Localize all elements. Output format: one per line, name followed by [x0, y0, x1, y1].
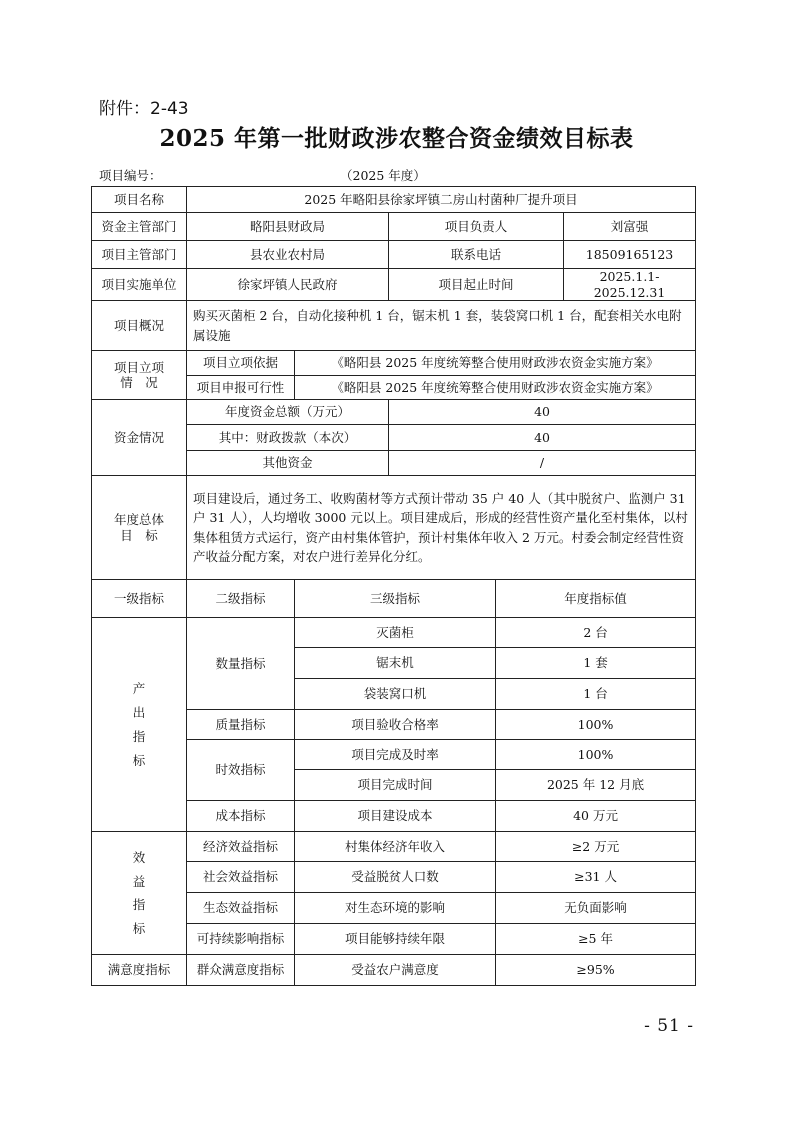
- header-level3: 三级指标: [295, 580, 496, 618]
- sustain-indicator-label: 可持续影响指标: [187, 924, 295, 955]
- econ-name: 村集体经济年收入: [295, 832, 496, 862]
- table-row: [92, 832, 696, 862]
- table-row: [92, 476, 696, 580]
- table-row: [92, 187, 696, 213]
- q3-value: 1 台: [496, 679, 696, 710]
- goal-label-line2: 目 标: [120, 527, 158, 543]
- q1-value: 2 台: [496, 618, 696, 648]
- quality-name: 项目验收合格率: [295, 710, 496, 740]
- impl-unit-value: 徐家坪镇人民政府: [187, 269, 389, 301]
- period-value: 2025.1.1-2025.12.31: [564, 269, 696, 301]
- table-row: [92, 301, 696, 351]
- goal-label: [92, 476, 187, 580]
- page-number: - 51 -: [644, 1016, 694, 1036]
- q2-name: 锯末机: [295, 648, 496, 679]
- feasibility-value: 《略阳县 2025 年度统筹整合使用财政涉农资金实施方案》: [295, 376, 696, 400]
- t1-name: 项目完成及时率: [295, 740, 496, 770]
- proj-dept-label: 项目主管部门: [92, 241, 187, 269]
- fiscal-fund-label: 其中：财政拨款（本次）: [187, 425, 389, 451]
- fund-dept-label: 资金主管部门: [92, 213, 187, 241]
- leader-label: 项目负责人: [389, 213, 564, 241]
- benefit-indicator-label: [92, 832, 187, 955]
- output-char: 产: [132, 681, 146, 697]
- header-target-value: 年度指标值: [496, 580, 696, 618]
- header-level2: 二级指标: [187, 580, 295, 618]
- sustain-name: 项目能够持续年限: [295, 924, 496, 955]
- output-char: 标: [132, 752, 146, 768]
- attachment-label: 附件：2-43: [99, 99, 189, 119]
- funds-label: 资金情况: [92, 400, 187, 476]
- phone-label: 联系电话: [389, 241, 564, 269]
- total-fund-label: 年度资金总额（万元）: [187, 400, 389, 425]
- overview-label: 项目概况: [92, 301, 187, 351]
- other-fund-value: /: [389, 451, 696, 476]
- project-number-label: 项目编号：: [99, 168, 162, 183]
- satisfaction-indicator-label: 满意度指标: [92, 955, 187, 986]
- social-value: ≥31 人: [496, 862, 696, 893]
- q3-name: 袋装窝口机: [295, 679, 496, 710]
- econ-indicator-label: 经济效益指标: [187, 832, 295, 862]
- quality-value: 100%: [496, 710, 696, 740]
- q1-name: 灭菌柜: [295, 618, 496, 648]
- page-title: 2025 年第一批财政涉农整合资金绩效目标表: [159, 125, 634, 152]
- period-label: 项目起止时间: [389, 269, 564, 301]
- performance-target-table: [91, 186, 696, 986]
- cost-name: 项目建设成本: [295, 801, 496, 832]
- table-row: [92, 400, 696, 425]
- benefit-char: 益: [132, 873, 146, 889]
- approval-label-line1: 项目立项: [113, 359, 164, 375]
- quantity-indicator-label: 数量指标: [187, 618, 295, 710]
- approval-basis-value: 《略阳县 2025 年度统筹整合使用财政涉农资金实施方案》: [295, 351, 696, 376]
- table-row: [92, 241, 696, 269]
- goal-label-line1: 年度总体: [113, 512, 164, 528]
- eco-value: 无负面影响: [496, 893, 696, 924]
- t2-name: 项目完成时间: [295, 770, 496, 801]
- benefit-char: 标: [132, 921, 146, 936]
- cost-indicator-label: 成本指标: [187, 801, 295, 832]
- benefit-char: 指: [132, 897, 146, 913]
- social-name: 受益脱贫人口数: [295, 862, 496, 893]
- output-char: 指: [132, 728, 146, 744]
- table-row: [92, 955, 696, 986]
- benefit-char: 效: [132, 849, 146, 865]
- phone-value: 18509165123: [564, 241, 696, 269]
- output-indicator-label: [92, 618, 187, 832]
- eco-indicator-label: 生态效益指标: [187, 893, 295, 924]
- year-label: （2025 年度）: [340, 168, 426, 183]
- social-indicator-label: 社会效益指标: [187, 862, 295, 893]
- table-row: [92, 351, 696, 376]
- feasibility-label: 项目申报可行性: [187, 376, 295, 400]
- fiscal-fund-value: 40: [389, 425, 696, 451]
- project-name-label: 项目名称: [92, 187, 187, 213]
- approval-label: [92, 351, 187, 400]
- sustain-value: ≥5 年: [496, 924, 696, 955]
- approval-basis-label: 项目立项依据: [187, 351, 295, 376]
- approval-label-line2: 情 况: [120, 375, 158, 391]
- project-name-value: 2025 年略阳县徐家坪镇二房山村菌种厂提升项目: [187, 187, 696, 213]
- table-row: [92, 580, 696, 618]
- total-fund-value: 40: [389, 400, 696, 425]
- table-row: [92, 269, 696, 301]
- time-indicator-label: 时效指标: [187, 740, 295, 801]
- other-fund-label: 其他资金: [187, 451, 389, 476]
- leader-value: 刘富强: [564, 213, 696, 241]
- goal-text: 项目建设后，通过务工、收购菌材等方式预计带动 35 户 40 人（其中脱贫户、监测户 31 户 31 人），人均增收 3000 元以上。项目建成后，形成的经营性资产量化至村集体，以村集体租赁方式运行，资产由村集体管护，预计村集体年收入 2 万元。村委会制定经营性资产收益分配方案，对农户进行差异化分红。: [187, 476, 696, 580]
- eco-name: 对生态环境的影响: [295, 893, 496, 924]
- proj-dept-value: 县农业农村局: [187, 241, 389, 269]
- table-row: [92, 618, 696, 648]
- overview-value: 购买灭菌柜 2 台，自动化接种机 1 台，锯末机 1 套，装袋窝口机 1 台，配套相关水电附属设施: [187, 301, 696, 351]
- quality-indicator-label: 质量指标: [187, 710, 295, 740]
- q2-value: 1 套: [496, 648, 696, 679]
- satisfaction-value: ≥95%: [496, 955, 696, 986]
- impl-unit-label: 项目实施单位: [92, 269, 187, 301]
- satisfaction-name: 受益农户满意度: [295, 955, 496, 986]
- t2-value: 2025 年 12 月底: [496, 770, 696, 801]
- output-char: 出: [132, 705, 146, 720]
- cost-value: 40 万元: [496, 801, 696, 832]
- public-satisfaction-label: 群众满意度指标: [187, 955, 295, 986]
- header-level1: 一级指标: [92, 580, 187, 618]
- t1-value: 100%: [496, 740, 696, 770]
- table-row: [92, 213, 696, 241]
- econ-value: ≥2 万元: [496, 832, 696, 862]
- fund-dept-value: 略阳县财政局: [187, 213, 389, 241]
